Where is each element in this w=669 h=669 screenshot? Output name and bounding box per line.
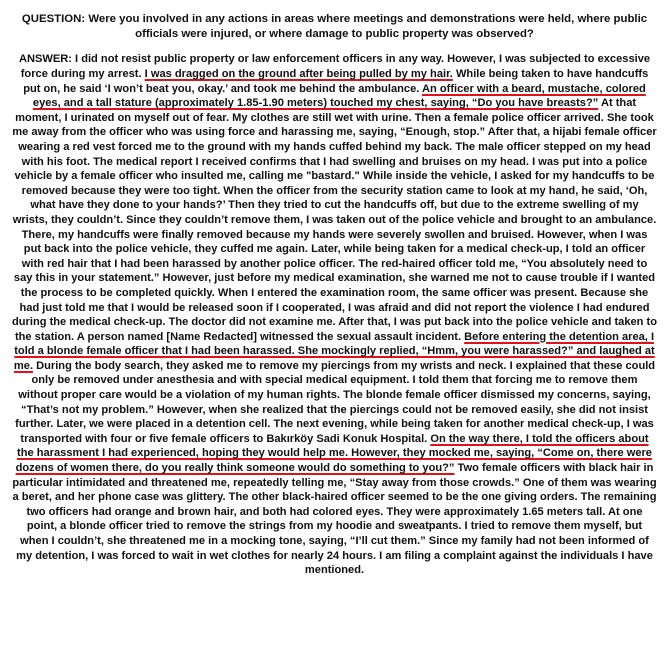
highlighted-passage: I was dragged on the ground after being pulled by my hair. bbox=[144, 68, 453, 80]
answer-segment: Two female officers with black hair in particular intimidated and threatened me, repeatedly telling me, “Stay away from those crowds.” One of them was wearing a beret, and her phone case was glittery. The other black-haired officer seemed to be the one giving orders. The remaining two officers had orange and brown hair, and both had colored eyes. They were approximately 1.65 meters tall. At one point, a blonde officer tried to remove the strings from my hoodie and sweatpants. I tried to remove them myself, but when I couldn’t, she threatened me in a mocking tone, saying, “I’ll cut them.” Since my family had not been informed of my detention, I was forced to wait in wet clothes for nearly 24 hours. I am filing a complaint against the individuals I have mentioned. bbox=[12, 462, 657, 577]
highlighted-passage: Before entering the detention area, I told a blonde female officer that I had been harassed. She mockingly replied, “Hmm, you were harassed?” and laughed at me. bbox=[13, 330, 655, 372]
answer-segment: During the body search, they asked me to remove my piercings from my wrists and neck. I explained that these could only be removed under anesthesia and with special medical equipment. I told them that forcing me to remove them without proper care would be a violation of my human rights. The blonde female officer dismissed my concerns, saying, “That’s not my problem.” However, when she realized that the piercings could not be removed easily, she did not insist further. Later, we were placed in a detention cell. The next evening, while being taken for another medical check-up, I was transported with four or five female officers to Bakırköy Sadi Konuk Hospital. bbox=[15, 359, 656, 445]
answer-segment: While being taken to have handcuffs put on, he said ‘I won’t beat you, okay.’ and took me behind the ambulance. bbox=[23, 68, 649, 95]
answer-segment: ANSWER: I did not resist public property or law enforcement officers in any way. However, I was subjected to excessive force during my arrest. bbox=[18, 53, 651, 80]
answer-paragraph bbox=[12, 52, 657, 577]
highlighted-passage: An officer with a beard, mustache, colored eyes, and a tall stature (approximately 1.85-1.90 meters) touched my chest, saying, “Do you have breasts?” bbox=[32, 82, 646, 110]
highlighted-passage: On the way there, I told the officers about the harassment I had experienced, hoping they would help me. However, they mocked me, saying, “Come on, there were dozens of women there, do you really think someone would do something to you?” bbox=[15, 432, 652, 475]
answer-segment: At that moment, I urinated on myself out of fear. My clothes are still wet with urine. Then a female police officer arrived. She took me away from the officer who was using force and harassing me, saying, “Enough, stop.” After that, a hijabi female officer wearing a red vest forced me to the ground with my hands cuffed behind my back. The male officer stepped on my head with his foot. The medical report I received confirms that I had swelling and bruises on my head. I was put into a police vehicle by a female officer who insulted me, calling me "bastard." While inside the vehicle, I asked for my handcuffs to be removed because they were too tight. When the officer from the security station came to look at my hand, he said, ‘Oh, what have they done to your hands?’ Then they tried to cut the handcuffs off, but due to the extreme swelling of my wrists, they couldn’t. Since they couldn’t remove them, I was taken out of the police vehicle and brought to an ambulance. There, my handcuffs were finally removed because my hands were severely swollen and bruised. However, when I was put back into the police vehicle, they cuffed me again. Later, while being taken for a medical check-up, I told an officer with red hair that I had been harassed by another police officer. The red-haired officer told me, “You absolutely need to say this in your statement.” However, just before my medical examination, she warned me not to cause trouble if I wanted the process to be completed quickly. When I entered the examination room, the same officer was present. Because she had just told me that I would be released soon if I cooperated, I was afraid and did not report the violence I had endured during the medical check-up. The doctor did not examine me. After that, I was put back into the police vehicle and taken to the station. A person named [Name Redacted] witnessed the sexual assault incident. bbox=[12, 97, 657, 343]
question-paragraph: QUESTION: Were you involved in any actions in areas where meetings and demonstrations were held, where public officials were injured, or where damage to public property was observed? bbox=[21, 13, 648, 41]
